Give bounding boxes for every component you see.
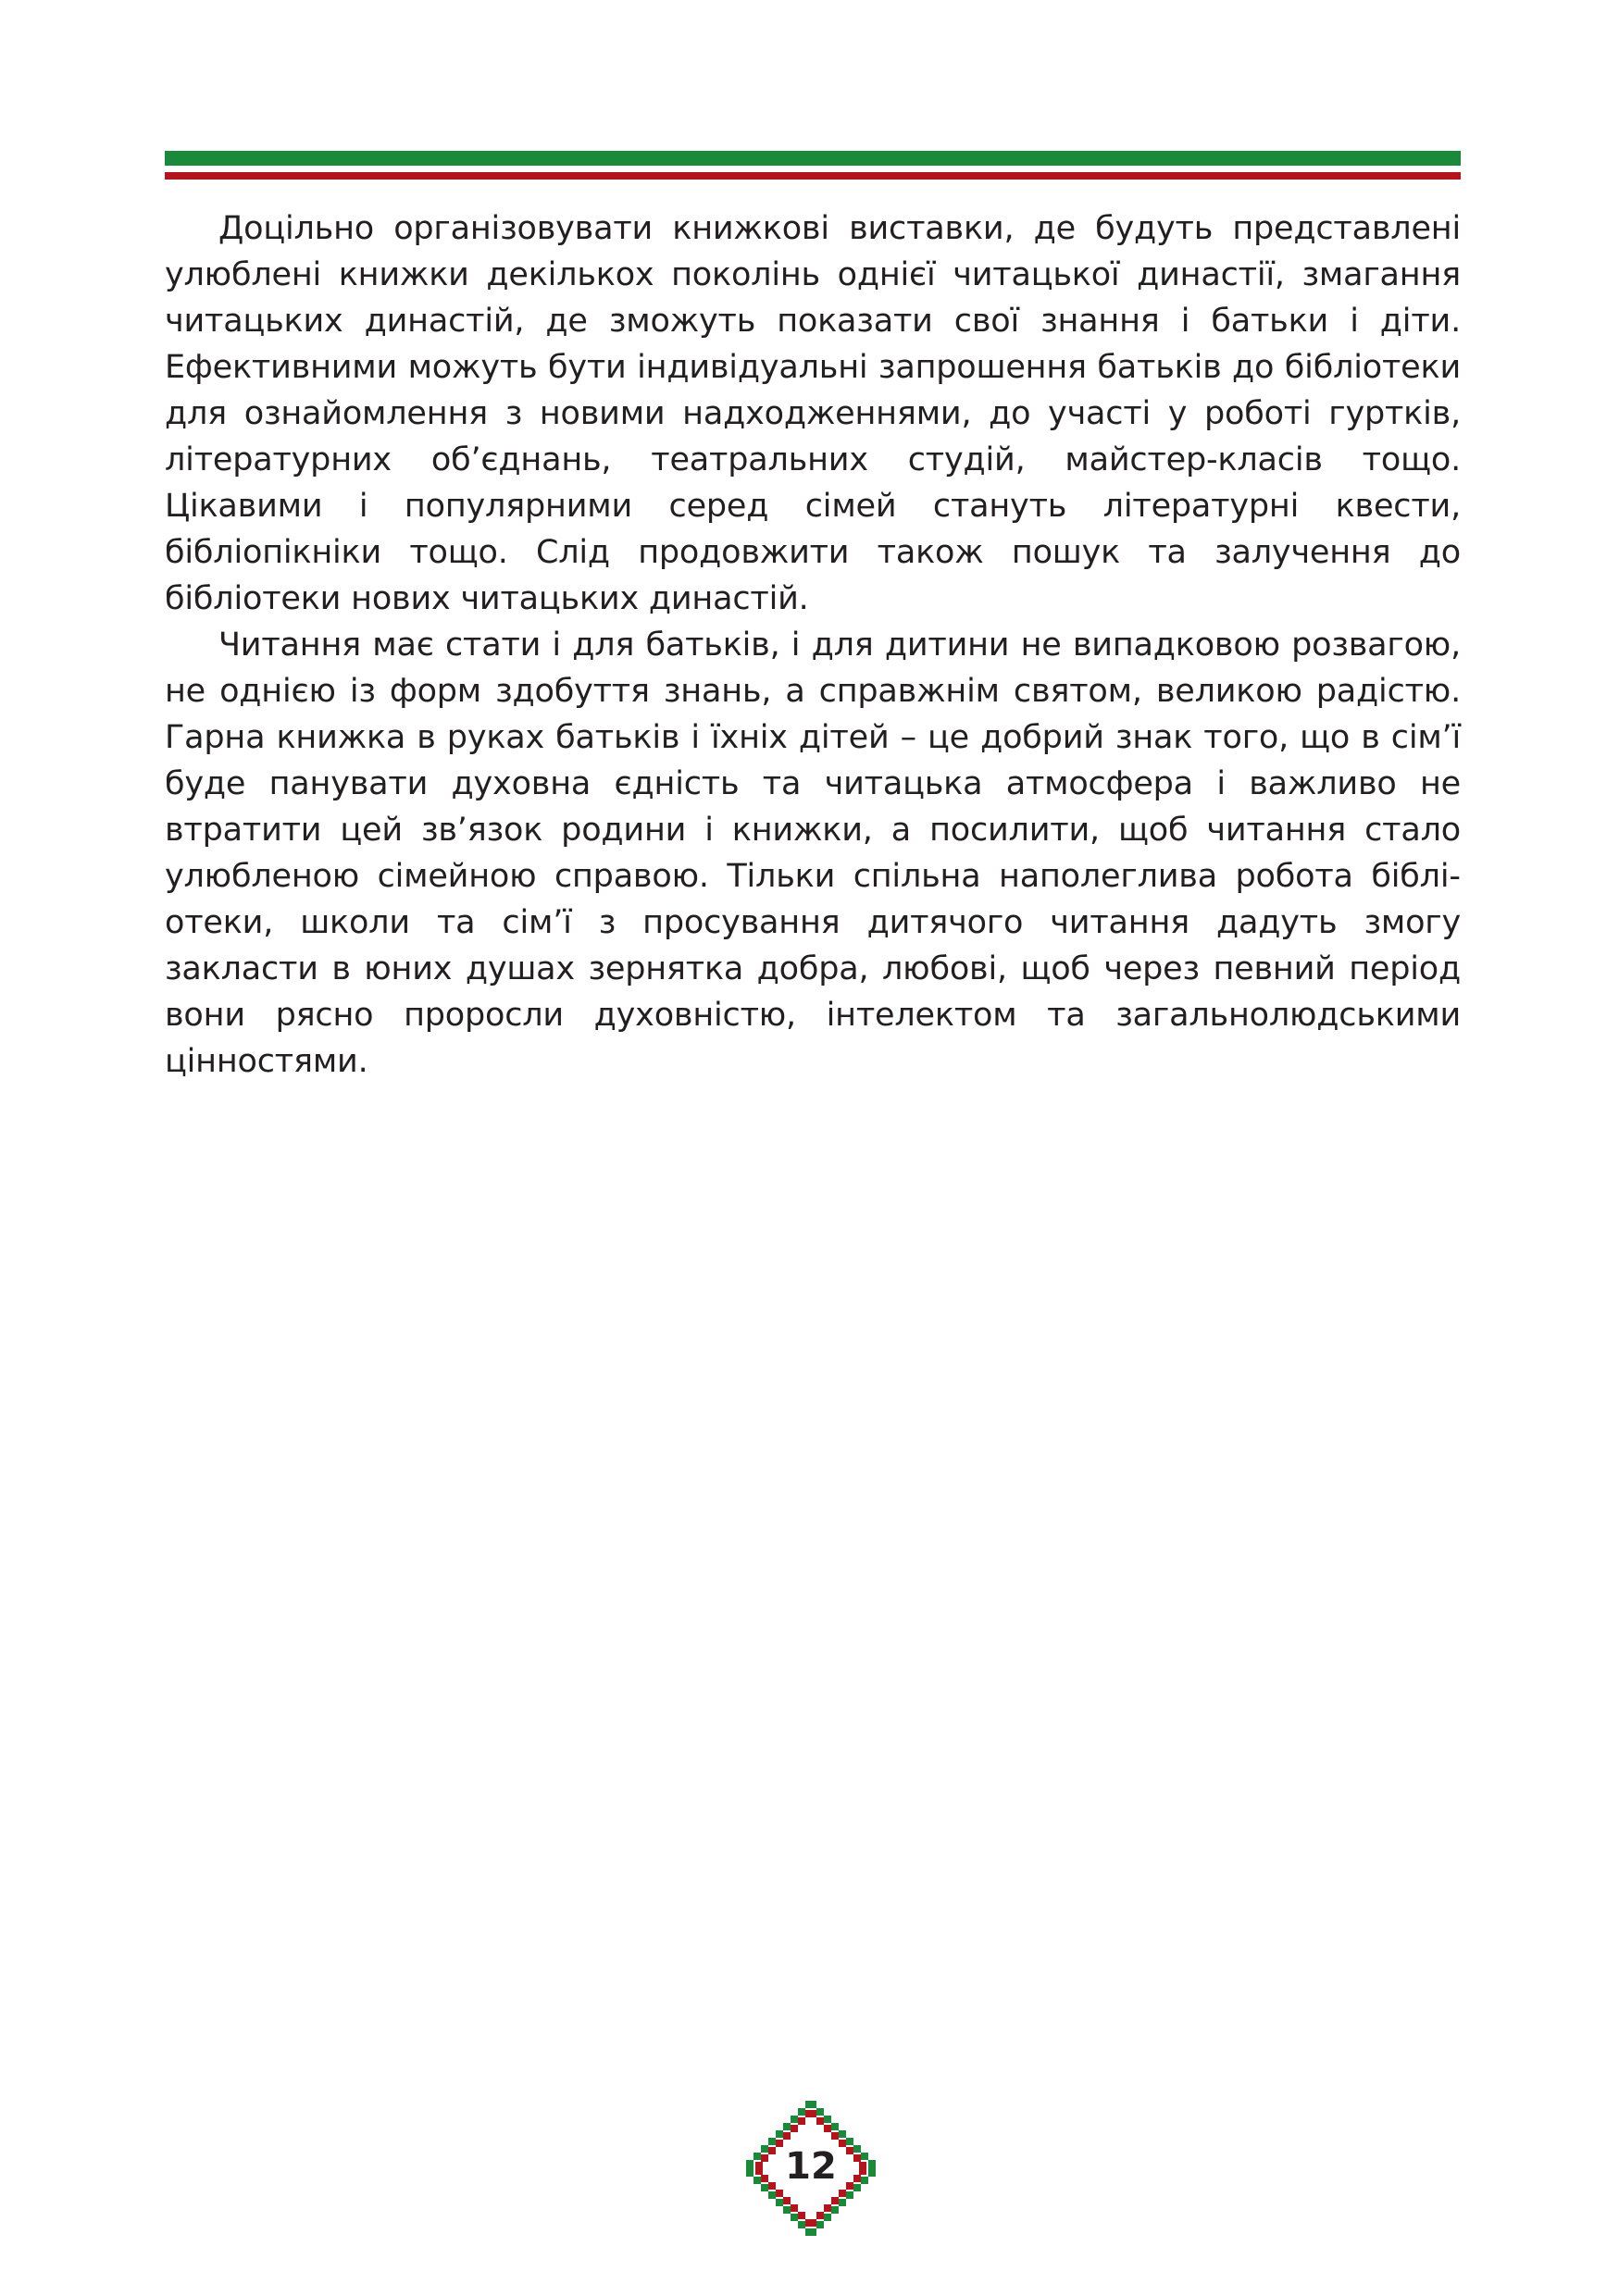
paragraph-2: Читання має стати і для батьків, і для дитини не випадковою розвагою, не однією із форм здобуття знань, а справжнім святом, великою радістю. Гарна книжка в руках батьків і їхніх дітей – це добрий знак того, що в сім’ї буде панувати духовна єдність та читацька атмосфера і важливо не втратити цей зв’язок родини і книжки, а посилити, щоб читання стало улюбленою сімейною справою. Тільки спільна наполеглива робота бібліотеки, школи та сім’ї з просування дитячого читання дадуть змогу закласти в юних душах зернятка добра, любові, щоб через певний період вони рясно проросли духовністю, інтелектом та загальнолюдськими цінностями. — [165, 627, 1461, 1080]
paragraph-1: Доцільно організовувати книжкові виставки, де будуть представлені улюблені книжки декількох поколінь однієї читацької династії, змагання читацьких династій, де зможуть показати свої знання і батьки і діти. Ефективними можуть бути індивідуальні запрошення батьків до бібліотеки для ознайомлення з новими надходженнями, до участі у роботі гуртків, літературних об’єднань, театральних студій, майстер-класів тощо. Цікавими і популярними серед сімей стануть літературні квести, бібліопікніки тощо. Слід продовжити також пошук та залучення до бібліотеки нових читацьких династій. — [165, 210, 1461, 617]
header-rule-green — [165, 151, 1461, 166]
header-rule-gap — [165, 166, 1461, 172]
page-number-badge — [746, 2099, 876, 2238]
body-text — [165, 205, 1461, 1085]
page-number: 12 — [785, 2145, 837, 2188]
header-rule-red — [165, 172, 1461, 180]
